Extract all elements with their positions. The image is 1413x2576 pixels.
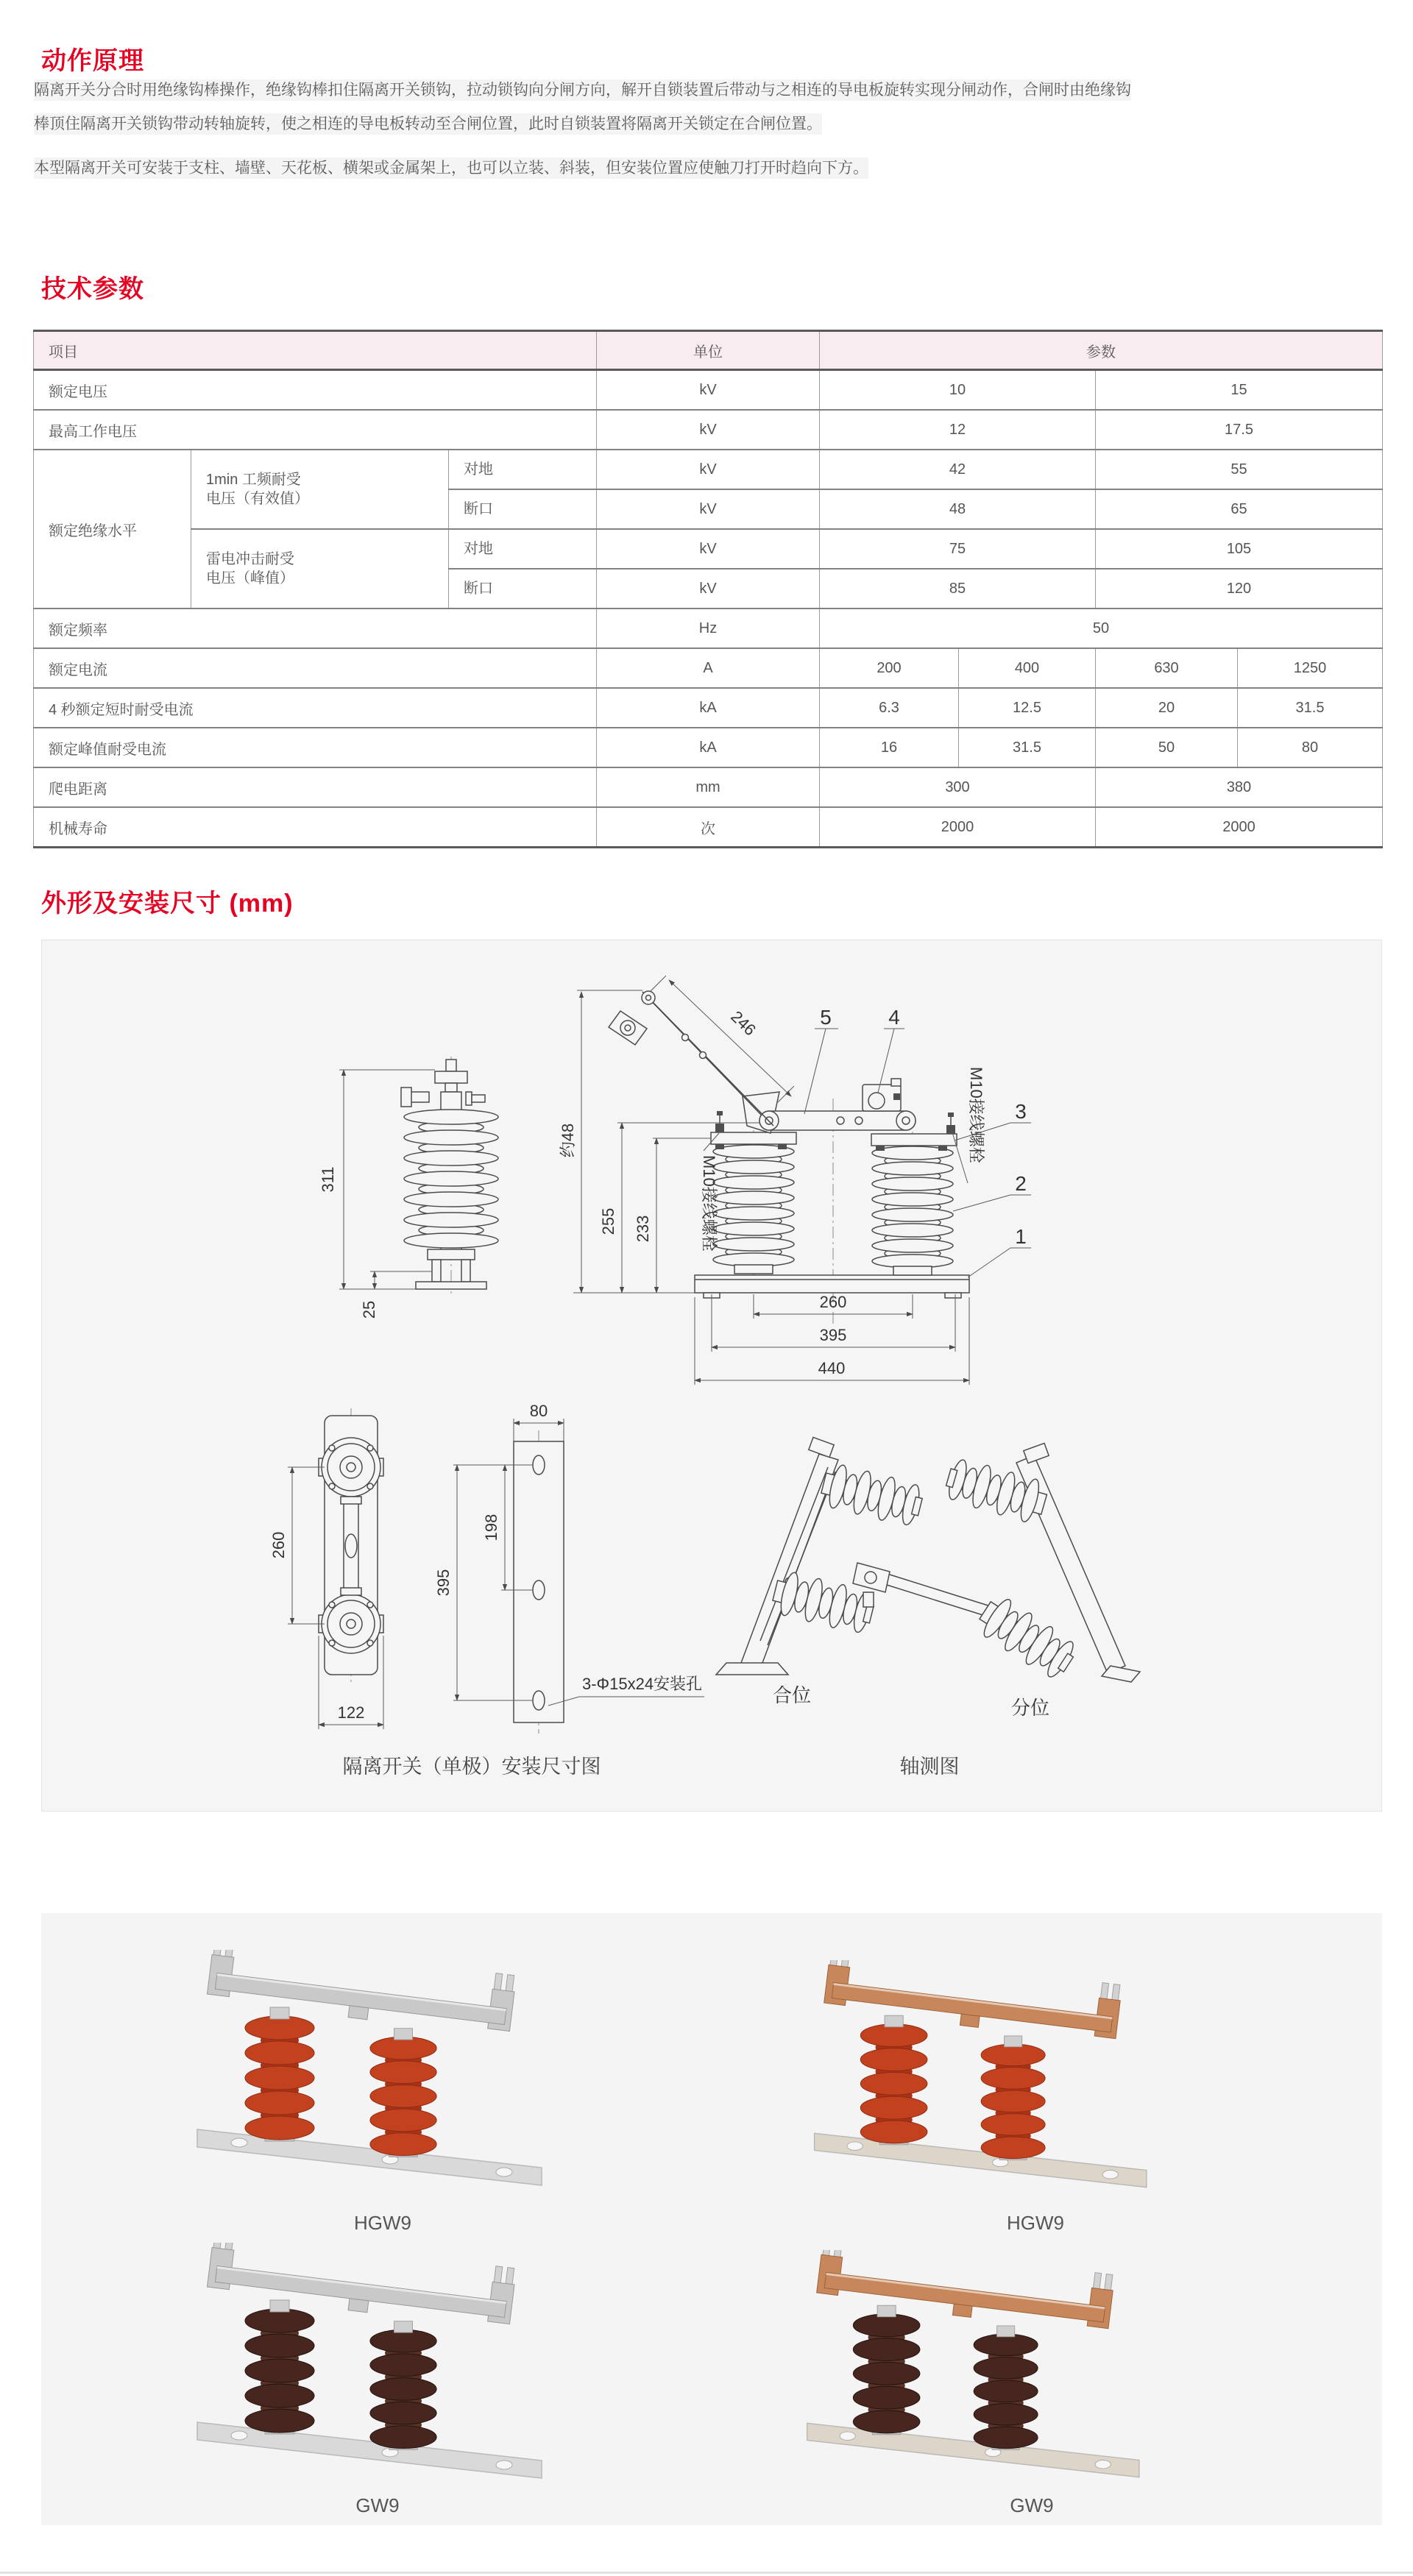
header-param: 参数	[820, 331, 1383, 370]
cell-item: 额定电流	[34, 648, 597, 688]
dimension-drawing-panel	[41, 940, 1382, 1812]
table-row	[34, 450, 1383, 489]
cell-unit: Hz	[597, 608, 820, 648]
cell-condition: 对地	[449, 450, 597, 489]
cell-unit: A	[597, 648, 820, 688]
right-terminal-bolt	[946, 1125, 955, 1134]
cell-value: 2000	[820, 807, 1096, 848]
cell-condition: 断口	[449, 569, 597, 608]
dim-395: 395	[819, 1326, 847, 1344]
principle-paragraph-2: 本型隔离开关可安装于支柱、墙壁、天花板、横架或金属架上，也可以立装、斜装，但安装位置应使触刀打开时趋向下方。	[34, 152, 1138, 185]
product-photo-panel	[41, 1913, 1382, 2525]
cell-value: 400	[959, 648, 1096, 688]
cell-value: 31.5	[959, 728, 1096, 767]
cell-value: 20	[1096, 688, 1238, 728]
cell-item: 额定频率	[34, 608, 597, 648]
cell-item: 最高工作电压	[34, 410, 597, 450]
cell-value: 200	[820, 648, 959, 688]
table-row	[34, 370, 1383, 411]
cell-item: 额定峰值耐受电流	[34, 728, 597, 767]
cell-unit: kV	[597, 410, 820, 450]
cell-value: 120	[1096, 569, 1383, 608]
cell-item: 机械寿命	[34, 807, 597, 848]
dim-311: 311	[319, 1166, 337, 1193]
cell-unit: kV	[597, 529, 820, 569]
cell-value: 80	[1238, 728, 1383, 767]
cell-unit: kV	[597, 489, 820, 529]
cell-value: 42	[820, 450, 1096, 489]
cell-value: 16	[820, 728, 959, 767]
dim-48: 约48	[559, 1123, 577, 1158]
principle-paragraph-1: 隔离开关分合时用绝缘钩棒操作，绝缘钩棒扣住隔离开关锁钩，拉动锁钩向分闸方向，解开自锁装置后带动与之相连的导电板旋转实现分闸动作，合闸时由绝缘钩棒顶住隔离开关锁钩带动转轴旋转，使之相连的导电板转动至合闸位置，此时自锁装置将隔离开关锁定在合闸位置。	[34, 74, 1138, 141]
cell-value: 380	[1096, 767, 1383, 807]
cell-value: 50	[820, 608, 1383, 648]
photo-hgw9-silver	[169, 1950, 581, 2200]
cell-value: 12.5	[959, 688, 1096, 728]
cell-sub-label	[191, 450, 449, 529]
principle-title: 动作原理	[41, 47, 144, 75]
sub-label-line1: 1min 工频耐受	[206, 472, 301, 488]
sub-label-line2: 电压（有效值）	[206, 491, 309, 507]
dim-install-122: 122	[337, 1703, 365, 1722]
cell-value: 50	[1096, 728, 1238, 767]
cell-value: 1250	[1238, 648, 1383, 688]
photo-gw9-silver	[169, 2243, 581, 2493]
part-label-3: 3	[1015, 1100, 1027, 1123]
cell-condition: 断口	[449, 489, 597, 529]
sub-label-line1: 雷电冲击耐受	[206, 551, 294, 567]
cell-value: 65	[1096, 489, 1383, 529]
axonometric-open-view	[853, 1443, 1140, 1719]
cell-value: 85	[820, 569, 1096, 608]
cell-value: 15	[1096, 370, 1383, 411]
product-label-hgw9-left: HGW9	[354, 2212, 411, 2234]
cell-item: 爬电距离	[34, 767, 597, 807]
dim-246: 246	[727, 1007, 760, 1040]
photo-gw9-copper	[780, 2250, 1178, 2491]
dim-440: 440	[818, 1359, 846, 1377]
table-row	[34, 807, 1383, 848]
table-row	[34, 767, 1383, 807]
cell-value: 31.5	[1238, 688, 1383, 728]
photo-hgw9-copper	[787, 1960, 1185, 2201]
install-caption: 隔离开关（单极）安装尺寸图	[342, 1756, 601, 1778]
table-row	[34, 688, 1383, 728]
cell-value: 75	[820, 529, 1096, 569]
cell-unit: kV	[597, 569, 820, 608]
table-row	[34, 608, 1383, 648]
dim-plate-395: 395	[434, 1569, 453, 1597]
cell-value: 105	[1096, 529, 1383, 569]
open-position-label: 分位	[1010, 1697, 1050, 1719]
bolt-note-left: M10接线螺栓	[700, 1155, 718, 1252]
dim-install-260: 260	[269, 1531, 288, 1559]
part-label-5: 5	[820, 1006, 832, 1029]
header-item: 项目	[34, 331, 597, 370]
table-header-row	[34, 331, 1383, 370]
table-row	[34, 728, 1383, 767]
product-label-gw9-left: GW9	[355, 2494, 400, 2516]
table-row	[34, 410, 1383, 450]
cell-unit: 次	[597, 807, 820, 848]
left-terminal-bolt	[715, 1124, 724, 1132]
dim-plate-198: 198	[482, 1514, 500, 1541]
cell-sub-label	[191, 529, 449, 608]
cell-condition: 对地	[449, 529, 597, 569]
cell-value: 630	[1096, 648, 1238, 688]
cell-value: 2000	[1096, 807, 1383, 848]
header-unit: 单位	[597, 331, 820, 370]
axonometric-caption: 轴测图	[899, 1756, 960, 1778]
left-insulator	[713, 1145, 794, 1274]
technical-drawing	[42, 940, 1381, 1809]
spec-table	[33, 330, 1383, 848]
cell-unit: mm	[597, 767, 820, 807]
cell-value: 12	[820, 410, 1096, 450]
page-bottom-divider	[0, 2572, 1413, 2574]
cell-unit: kA	[597, 688, 820, 728]
part-label-2: 2	[1015, 1172, 1027, 1195]
table-row	[34, 529, 1383, 569]
front-view-drawing	[559, 976, 1031, 1385]
cell-unit: kV	[597, 370, 820, 411]
part-label-4: 4	[888, 1006, 900, 1029]
dim-plate-80: 80	[529, 1402, 548, 1420]
cell-item: 4 秒额定短时耐受电流	[34, 688, 597, 728]
sub-label-line2: 电压（峰值）	[206, 570, 294, 586]
cell-unit: kV	[597, 450, 820, 489]
cell-value: 300	[820, 767, 1096, 807]
closed-position-label: 合位	[772, 1684, 812, 1706]
cell-value: 55	[1096, 450, 1383, 489]
cell-group-label: 额定绝缘水平	[34, 450, 191, 608]
side-view-drawing	[319, 1057, 498, 1319]
right-insulator	[872, 1146, 953, 1275]
mounting-plate-view	[434, 1402, 704, 1734]
specs-title: 技术参数	[41, 275, 144, 303]
cell-unit: kA	[597, 728, 820, 767]
dim-233: 233	[634, 1215, 652, 1243]
product-label-hgw9-right: HGW9	[1007, 2212, 1064, 2234]
cell-value: 10	[820, 370, 1096, 411]
cell-value: 6.3	[820, 688, 959, 728]
bolt-note-right: M10接线螺栓	[967, 1067, 985, 1163]
install-top-view	[269, 1408, 383, 1729]
dim-25: 25	[360, 1300, 378, 1319]
cell-value: 17.5	[1096, 410, 1383, 450]
lock-bracket	[863, 1079, 901, 1111]
dim-260: 260	[819, 1293, 847, 1311]
product-label-gw9-right: GW9	[1010, 2494, 1054, 2516]
cell-item: 额定电压	[34, 370, 597, 411]
table-row	[34, 648, 1383, 688]
mounting-hole-note: 3-Φ15x24安装孔	[582, 1675, 703, 1693]
part-label-1: 1	[1015, 1225, 1027, 1248]
axonometric-closed-view	[716, 1437, 926, 1706]
baseplate	[695, 1275, 969, 1293]
dim-255: 255	[599, 1207, 617, 1235]
dimensions-title: 外形及安装尺寸 (mm)	[41, 890, 294, 918]
cell-value: 48	[820, 489, 1096, 529]
